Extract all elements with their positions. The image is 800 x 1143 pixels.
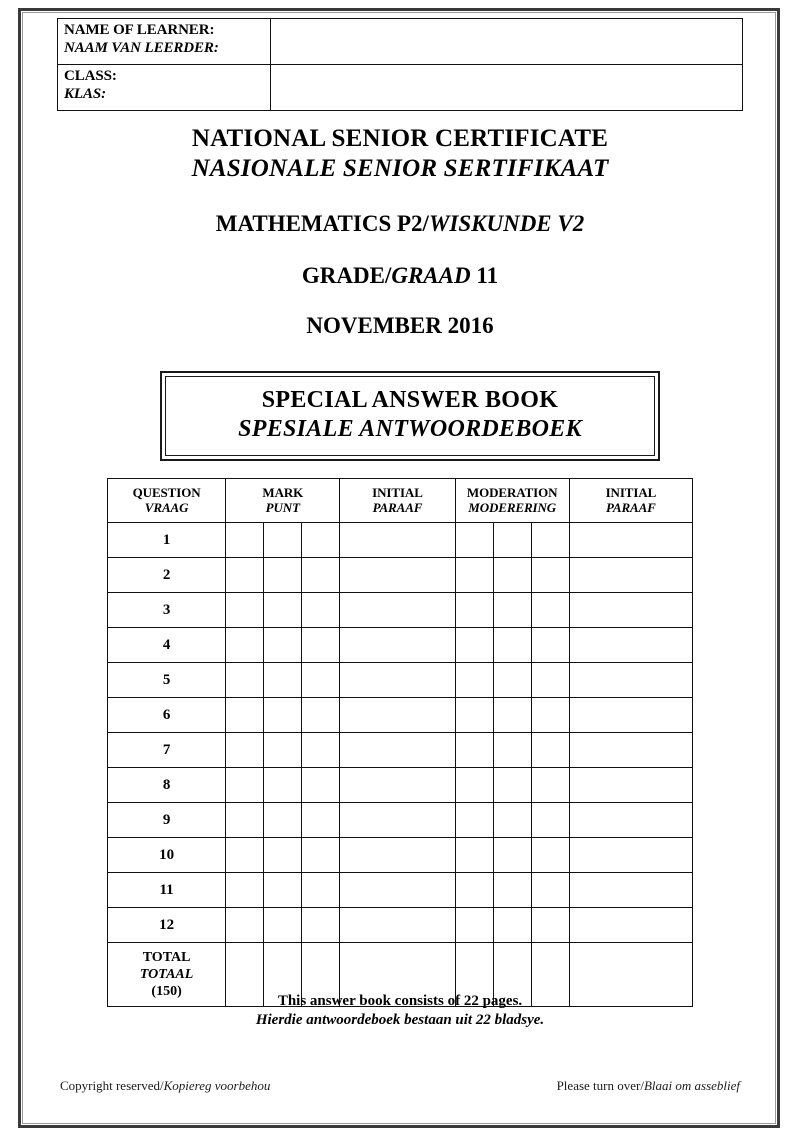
initial-moderation-cell[interactable] <box>569 733 692 768</box>
initial-moderation-cell[interactable] <box>569 558 692 593</box>
moderation-subcell[interactable] <box>531 593 569 628</box>
mark-subcell[interactable] <box>302 663 340 698</box>
header-mark-en: MARK <box>262 485 304 500</box>
mark-subcell[interactable] <box>226 838 264 873</box>
question-number-cell: 2 <box>108 558 226 593</box>
table-row <box>108 558 693 593</box>
table-row <box>108 628 693 663</box>
marks-table-body <box>108 523 693 1007</box>
total-label-en: TOTAL <box>142 949 191 965</box>
mark-subcell[interactable] <box>264 663 302 698</box>
subject-title <box>57 210 743 238</box>
header-moderation-af: MODERERING <box>468 500 557 515</box>
learner-class-input-cell[interactable] <box>271 65 743 111</box>
learner-name-input-cell[interactable] <box>271 19 743 65</box>
mark-subcell[interactable] <box>264 768 302 803</box>
initial-moderation-cell[interactable] <box>569 873 692 908</box>
initial-moderation-cell[interactable] <box>569 523 692 558</box>
question-number-cell: 11 <box>108 873 226 908</box>
initial-mark-cell[interactable] <box>340 908 455 943</box>
question-number-cell: 4 <box>108 628 226 663</box>
header-mark <box>226 479 340 523</box>
question-number-cell: 12 <box>108 908 226 943</box>
mark-subcell[interactable] <box>264 558 302 593</box>
moderation-subcell[interactable] <box>493 523 531 558</box>
answer-book-title-en: SPECIAL ANSWER BOOK <box>261 387 559 413</box>
moderation-subcell[interactable] <box>493 558 531 593</box>
question-number-cell: 5 <box>108 663 226 698</box>
initial-mark-cell[interactable] <box>340 838 455 873</box>
moderation-subcell[interactable] <box>493 593 531 628</box>
question-number-cell: 6 <box>108 698 226 733</box>
mark-subcell[interactable] <box>226 663 264 698</box>
mark-subcell[interactable] <box>302 838 340 873</box>
moderation-subcell[interactable] <box>455 523 493 558</box>
moderation-subcell[interactable] <box>493 803 531 838</box>
moderation-subcell[interactable] <box>531 873 569 908</box>
question-number-cell: 1 <box>108 523 226 558</box>
mark-subcell[interactable] <box>264 803 302 838</box>
header-initial-moderation-af: PARAAF <box>606 500 656 515</box>
moderation-subcell[interactable] <box>531 698 569 733</box>
initial-moderation-cell[interactable] <box>569 593 692 628</box>
mark-subcell[interactable] <box>226 558 264 593</box>
moderation-subcell[interactable] <box>455 558 493 593</box>
mark-subcell[interactable] <box>264 698 302 733</box>
marks-summary-table <box>107 478 693 1007</box>
moderation-subcell[interactable] <box>493 768 531 803</box>
mark-subcell[interactable] <box>226 593 264 628</box>
header-initial-mark-en: INITIAL <box>372 485 423 500</box>
moderation-subcell[interactable] <box>531 663 569 698</box>
moderation-subcell[interactable] <box>455 698 493 733</box>
mark-subcell[interactable] <box>264 733 302 768</box>
turnover-notice <box>557 1078 740 1094</box>
header-moderation-en: MODERATION <box>466 485 558 500</box>
turnover-notice-af: Blaai om asseblief <box>643 1078 740 1093</box>
exam-date: NOVEMBER 2016 <box>306 313 494 338</box>
mark-subcell[interactable] <box>226 628 264 663</box>
table-row <box>108 663 693 698</box>
mark-subcell[interactable] <box>226 523 264 558</box>
moderation-subcell[interactable] <box>493 628 531 663</box>
page-footer <box>60 1078 740 1094</box>
mark-subcell[interactable] <box>302 558 340 593</box>
initial-moderation-cell[interactable] <box>569 803 692 838</box>
moderation-subcell[interactable] <box>531 838 569 873</box>
grade-label-af: GRAAD <box>391 263 471 288</box>
header-question <box>108 479 226 523</box>
table-row <box>108 768 693 803</box>
header-initial-mark-af: PARAAF <box>372 500 423 515</box>
moderation-subcell[interactable] <box>493 838 531 873</box>
initial-mark-cell[interactable] <box>340 803 455 838</box>
header-question-af: VRAAG <box>144 500 189 515</box>
mark-subcell[interactable] <box>226 733 264 768</box>
header-question-en: QUESTION <box>132 485 201 500</box>
initial-mark-cell[interactable] <box>340 873 455 908</box>
table-row <box>108 523 693 558</box>
moderation-subcell[interactable] <box>455 803 493 838</box>
learner-info-table <box>57 18 743 111</box>
table-row <box>108 593 693 628</box>
initial-mark-cell[interactable] <box>340 768 455 803</box>
learner-class-label-en: CLASS: <box>64 68 117 84</box>
mark-subcell[interactable] <box>264 873 302 908</box>
moderation-subcell[interactable] <box>493 733 531 768</box>
mark-subcell[interactable] <box>226 768 264 803</box>
question-number-cell: 7 <box>108 733 226 768</box>
page-count-note-en: This answer book consists of 22 pages. <box>277 993 523 1009</box>
moderation-subcell[interactable] <box>493 698 531 733</box>
initial-moderation-cell[interactable] <box>569 628 692 663</box>
moderation-subcell[interactable] <box>455 838 493 873</box>
header-moderation <box>455 479 569 523</box>
mark-subcell[interactable] <box>302 733 340 768</box>
mark-subcell[interactable] <box>302 803 340 838</box>
moderation-subcell[interactable] <box>455 593 493 628</box>
mark-subcell[interactable] <box>264 838 302 873</box>
table-row <box>108 698 693 733</box>
header-initial-moderation-en: INITIAL <box>605 485 657 500</box>
initial-mark-cell[interactable] <box>340 698 455 733</box>
subject-title-af: WISKUNDE V2 <box>428 211 585 236</box>
moderation-subcell[interactable] <box>455 733 493 768</box>
moderation-subcell[interactable] <box>455 768 493 803</box>
initial-mark-cell[interactable] <box>340 523 455 558</box>
answer-book-title-af: SPESIALE ANTWOORDEBOEK <box>238 416 582 442</box>
marks-table-header-row <box>108 479 693 523</box>
moderation-subcell[interactable] <box>531 558 569 593</box>
title-block <box>57 124 743 340</box>
initial-mark-cell[interactable] <box>340 593 455 628</box>
moderation-subcell[interactable] <box>455 663 493 698</box>
table-row <box>108 733 693 768</box>
mark-subcell[interactable] <box>302 523 340 558</box>
mark-subcell[interactable] <box>264 523 302 558</box>
page-count-note <box>57 992 743 1030</box>
moderation-subcell[interactable] <box>531 803 569 838</box>
header-mark-af: PUNT <box>265 500 300 515</box>
mark-subcell[interactable] <box>302 593 340 628</box>
special-answer-book-box-inner <box>165 376 655 456</box>
mark-subcell[interactable] <box>302 768 340 803</box>
learner-name-row <box>58 19 743 65</box>
initial-mark-cell[interactable] <box>340 733 455 768</box>
initial-moderation-cell[interactable] <box>569 768 692 803</box>
mark-subcell[interactable] <box>226 873 264 908</box>
copyright-notice-en: Copyright reserved/ <box>60 1078 164 1093</box>
mark-subcell[interactable] <box>302 698 340 733</box>
learner-class-label-cell <box>58 65 271 111</box>
table-row <box>108 838 693 873</box>
turnover-notice-en: Please turn over/ <box>556 1078 644 1093</box>
mark-subcell[interactable] <box>264 628 302 663</box>
learner-class-label-af: KLAS: <box>64 86 107 102</box>
moderation-subcell[interactable] <box>455 873 493 908</box>
moderation-subcell[interactable] <box>493 873 531 908</box>
question-number-cell: 8 <box>108 768 226 803</box>
moderation-subcell[interactable] <box>455 908 493 943</box>
question-number-cell: 3 <box>108 593 226 628</box>
table-row <box>108 873 693 908</box>
mark-subcell[interactable] <box>226 908 264 943</box>
mark-subcell[interactable] <box>302 873 340 908</box>
mark-subcell[interactable] <box>302 628 340 663</box>
special-answer-book-box <box>160 371 660 461</box>
copyright-notice-af: Kopiereg voorbehou <box>163 1078 271 1093</box>
question-number-cell: 9 <box>108 803 226 838</box>
certificate-title-en: NATIONAL SENIOR CERTIFICATE <box>191 125 609 152</box>
moderation-subcell[interactable] <box>493 663 531 698</box>
mark-subcell[interactable] <box>302 908 340 943</box>
moderation-subcell[interactable] <box>493 908 531 943</box>
initial-moderation-cell[interactable] <box>569 663 692 698</box>
mark-subcell[interactable] <box>264 593 302 628</box>
initial-mark-cell[interactable] <box>340 558 455 593</box>
total-label-af: TOTAAL <box>139 966 194 982</box>
initial-moderation-cell[interactable] <box>569 838 692 873</box>
grade-number: 11 <box>470 263 499 288</box>
header-initial-mark <box>340 479 455 523</box>
mark-subcell[interactable] <box>226 803 264 838</box>
table-row <box>108 803 693 838</box>
moderation-subcell[interactable] <box>531 628 569 663</box>
subject-title-en: MATHEMATICS P2/ <box>215 211 429 236</box>
moderation-subcell[interactable] <box>531 733 569 768</box>
initial-mark-cell[interactable] <box>340 663 455 698</box>
learner-class-row <box>58 65 743 111</box>
mark-subcell[interactable] <box>264 908 302 943</box>
learner-name-label-en: NAME OF LEARNER: <box>64 22 215 38</box>
learner-name-label-af: NAAM VAN LEERDER: <box>64 40 219 56</box>
grade-title <box>57 262 743 290</box>
moderation-subcell[interactable] <box>531 908 569 943</box>
initial-mark-cell[interactable] <box>340 628 455 663</box>
moderation-subcell[interactable] <box>455 628 493 663</box>
page-count-note-af: Hierdie antwoordeboek bestaan uit 22 bladsye. <box>255 1012 545 1028</box>
certificate-title-af: NASIONALE SENIOR SERTIFIKAAT <box>191 155 609 182</box>
learner-name-label-cell <box>58 19 271 65</box>
header-initial-moderation <box>569 479 692 523</box>
moderation-subcell[interactable] <box>531 768 569 803</box>
mark-subcell[interactable] <box>226 698 264 733</box>
total-max-marks: (150) <box>151 983 182 999</box>
moderation-subcell[interactable] <box>531 523 569 558</box>
initial-moderation-cell[interactable] <box>569 908 692 943</box>
grade-label-en: GRADE/ <box>301 263 392 288</box>
table-row <box>108 908 693 943</box>
copyright-notice <box>60 1078 270 1094</box>
question-number-cell: 10 <box>108 838 226 873</box>
initial-moderation-cell[interactable] <box>569 698 692 733</box>
